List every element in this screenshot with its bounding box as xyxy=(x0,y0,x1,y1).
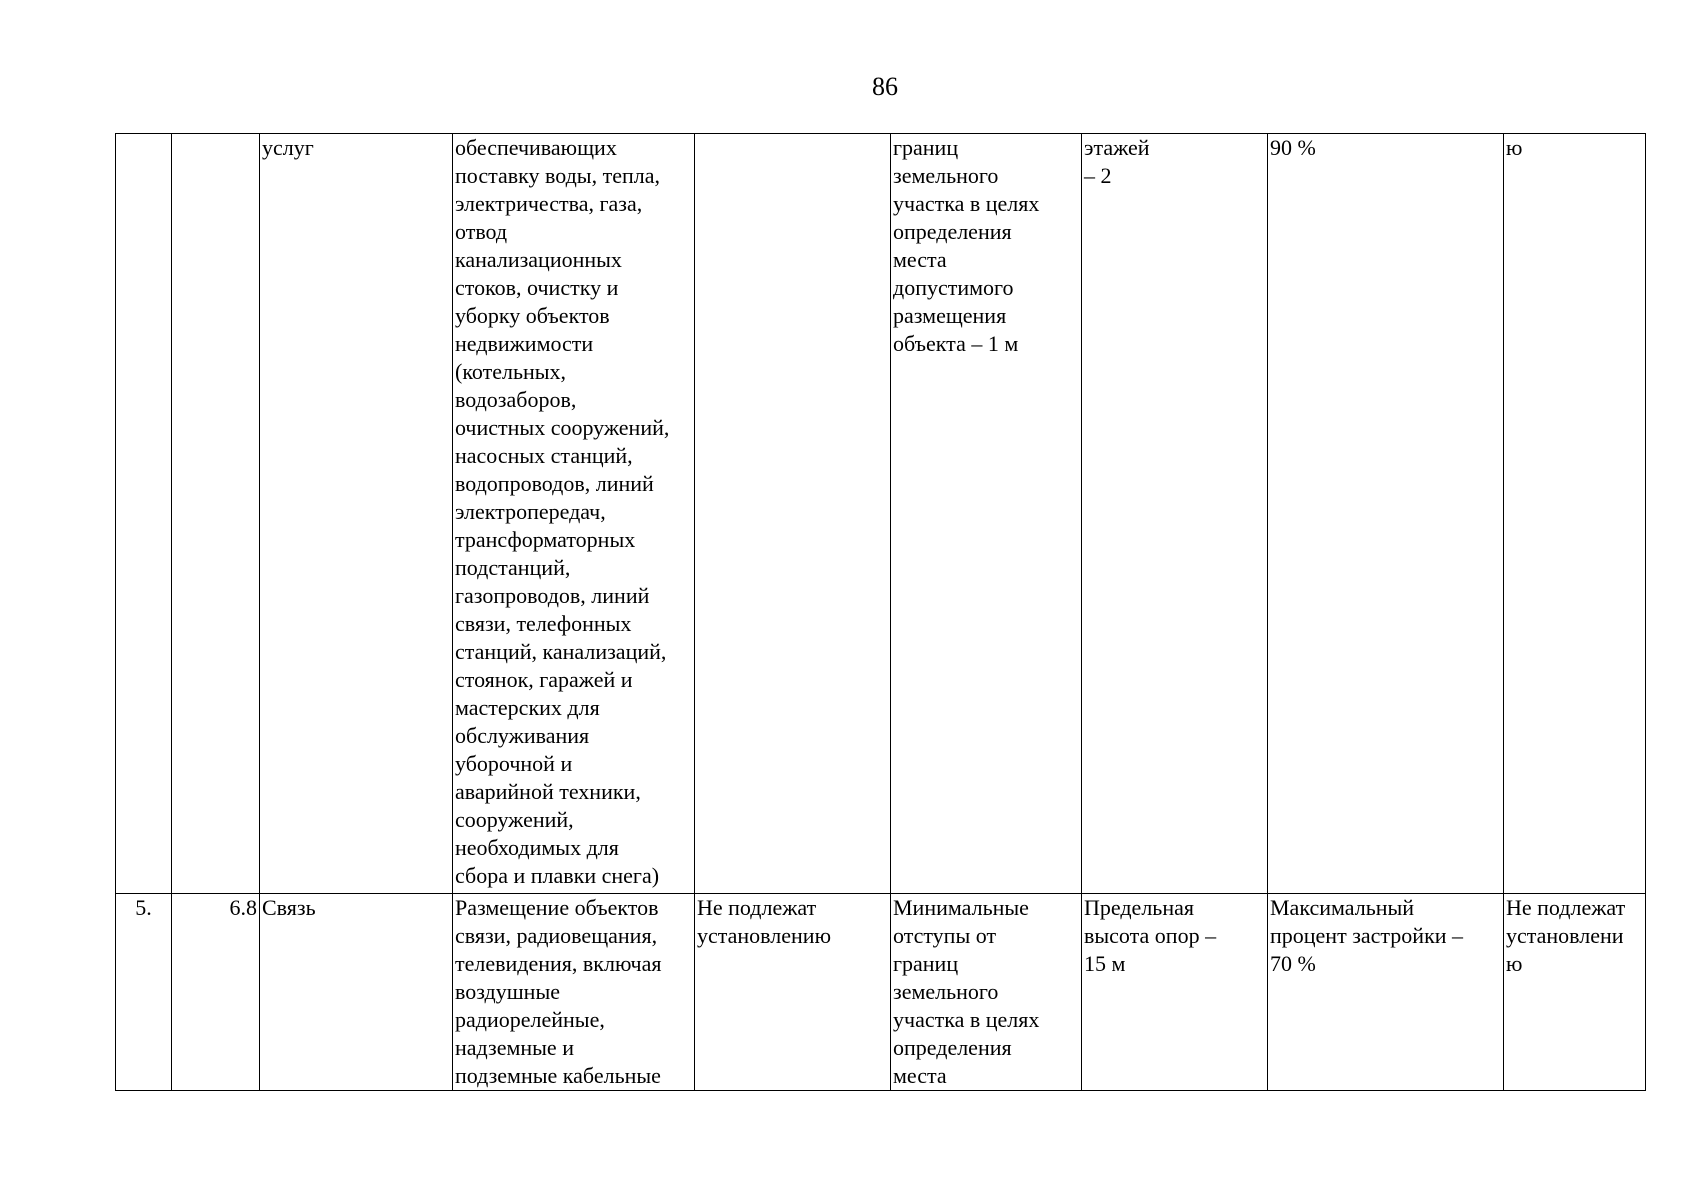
coverage-cell: 90 % xyxy=(1268,134,1504,894)
plot-size-cell: Не подлежат установлению xyxy=(695,894,891,1091)
other-params-cell: ю xyxy=(1504,134,1646,894)
use-name-cell: Связь xyxy=(260,894,453,1091)
height-limit-cell: Предельная высота опор – 15 м xyxy=(1082,894,1268,1091)
row-number-cell xyxy=(116,134,172,894)
use-code-cell xyxy=(172,134,260,894)
use-description-cell: обеспечивающих поставку воды, тепла, электричества, газа, отвод канализационных стоков, очистку и уборку объектов недвижимости (котельных, водозаборов, очистных сооружений, насосных станций, водопроводов, линий электропередач, трансформаторных подстанций, газопроводов, линий связи, телефонных станций, канализаций, стоянок, гаражей и мастерских для обслуживания уборочной и аварийной техники, сооружений, необходимых для сбора и плавки снега) xyxy=(453,134,695,894)
coverage-cell: Максимальный процент застройки – 70 % xyxy=(1268,894,1504,1091)
table-row xyxy=(116,134,1646,894)
other-params-cell: Не подлежат установлени ю xyxy=(1504,894,1646,1091)
use-description-cell: Размещение объектов связи, радиовещания, телевидения, включая воздушные радиорелейные, надземные и подземные кабельные xyxy=(453,894,695,1091)
setbacks-cell: Минимальные отступы от границ земельного участка в целях определения места xyxy=(891,894,1082,1091)
row-number-cell: 5. xyxy=(116,894,172,1091)
plot-size-cell xyxy=(695,134,891,894)
use-name-cell: услуг xyxy=(260,134,453,894)
table-row xyxy=(116,894,1646,1091)
regulations-table xyxy=(115,133,1646,1091)
height-limit-cell: этажей – 2 xyxy=(1082,134,1268,894)
page-number: 86 xyxy=(872,72,898,101)
setbacks-cell: границ земельного участка в целях определения места допустимого размещения объекта – 1 м xyxy=(891,134,1082,894)
use-code-cell: 6.8 xyxy=(172,894,260,1091)
